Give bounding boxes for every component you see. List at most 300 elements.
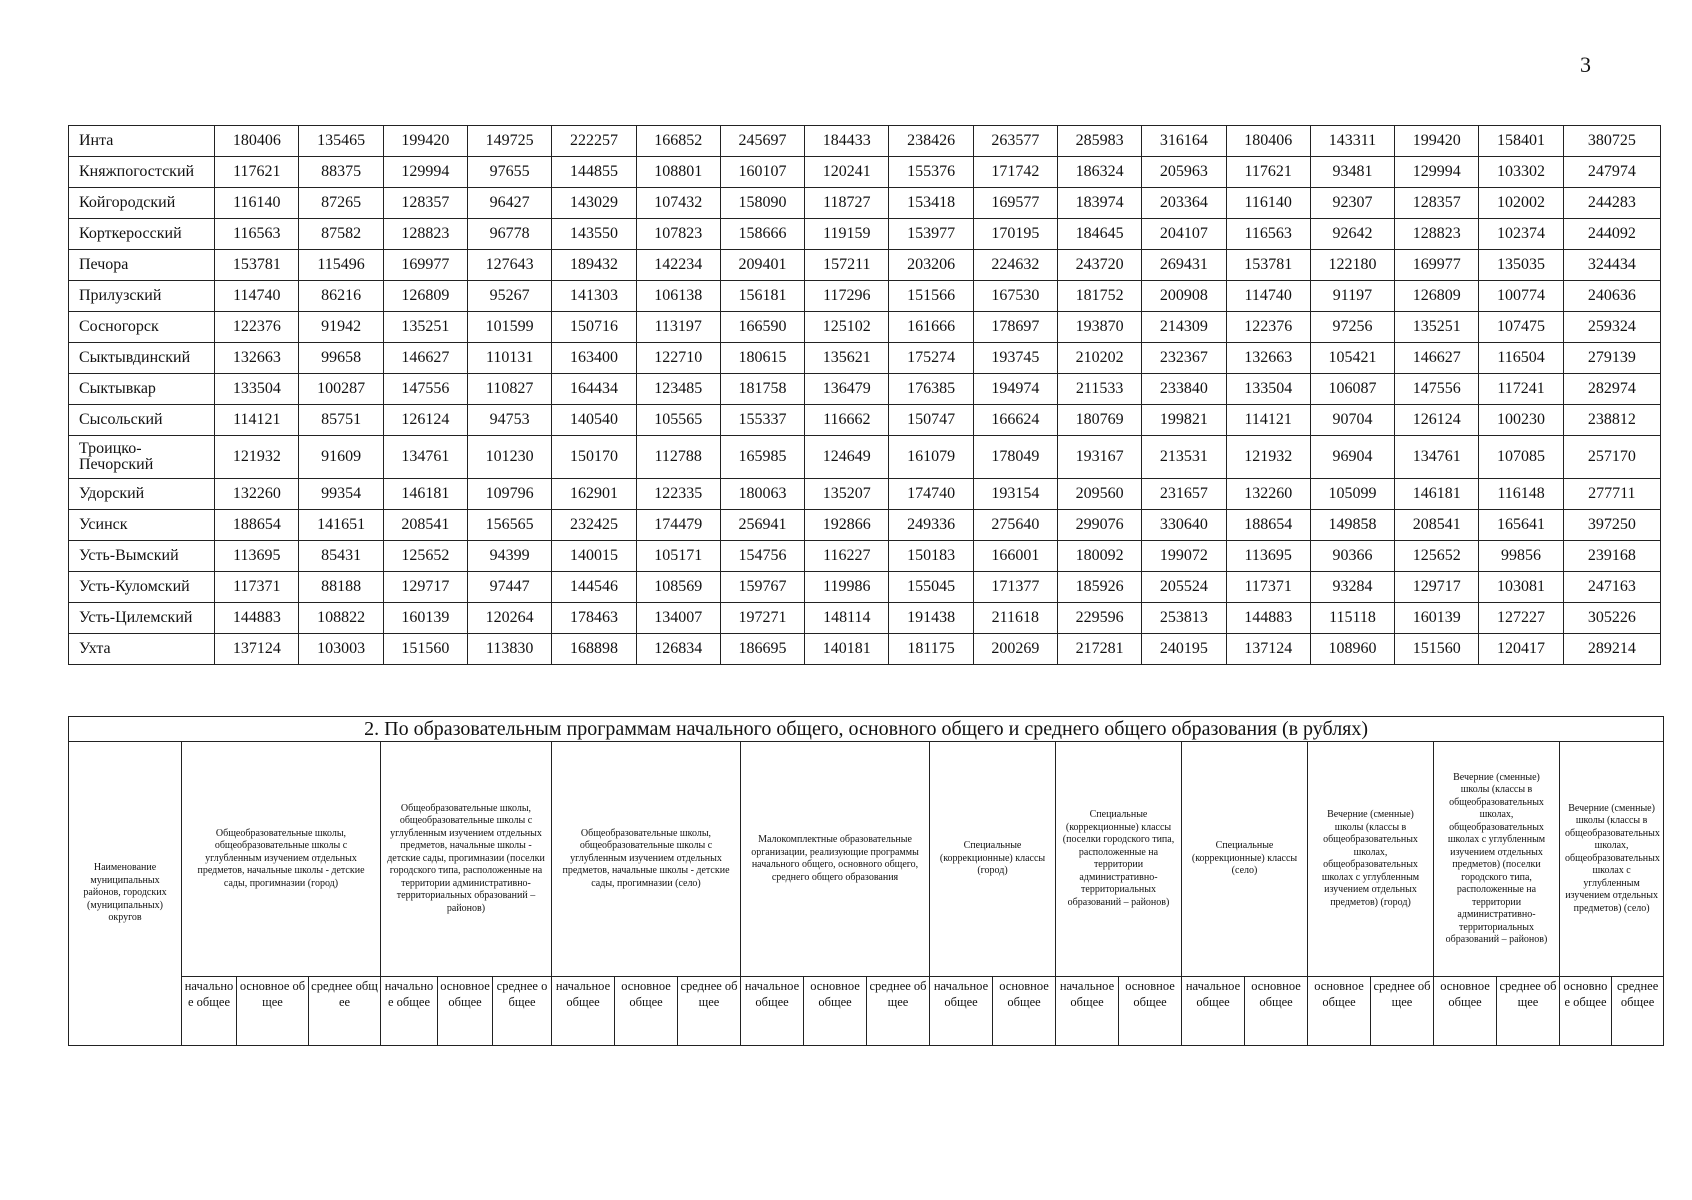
table-row: [69, 250, 1661, 281]
table-cell: 256941: [720, 510, 804, 541]
table-cell: 86216: [299, 281, 383, 312]
table-cell: 88188: [299, 572, 383, 603]
table-cell: 91609: [299, 436, 383, 479]
table-cell: 180406: [215, 126, 299, 157]
table-cell: 158401: [1479, 126, 1563, 157]
district-name: Удорский: [69, 479, 215, 510]
table-cell: 155376: [889, 157, 973, 188]
table-cell: 110827: [468, 374, 552, 405]
table-cell: 116140: [1226, 188, 1310, 219]
district-name: Прилузский: [69, 281, 215, 312]
table-row: [69, 541, 1661, 572]
table-cell: 144883: [1226, 603, 1310, 634]
table-cell: 143550: [552, 219, 636, 250]
table-cell: 299076: [1057, 510, 1141, 541]
column-group-header: Общеобразовательные школы, общеобразовательные школы с углубленным изучением отдельных предметов, начальные школы - детские сады, прогимназии (город): [182, 742, 381, 977]
table-cell: 119159: [805, 219, 889, 250]
table-cell: 106087: [1310, 374, 1394, 405]
table-cell: 245697: [720, 126, 804, 157]
table-row: [69, 188, 1661, 219]
table-cell: 117621: [215, 157, 299, 188]
table-cell: 180406: [1226, 126, 1310, 157]
district-name: Инта: [69, 126, 215, 157]
table-cell: 146181: [383, 479, 467, 510]
table-cell: 275640: [973, 510, 1057, 541]
table-cell: 140181: [805, 634, 889, 665]
table-cell: 197271: [720, 603, 804, 634]
table-cell: 116227: [805, 541, 889, 572]
table-cell: 178463: [552, 603, 636, 634]
table-cell: 253813: [1142, 603, 1226, 634]
table-cell: 129717: [383, 572, 467, 603]
table-cell: 150170: [552, 436, 636, 479]
column-group-header: Малокомплектные образовательные организации, реализующие программы начального общего, основного общего, среднего общего образования: [741, 742, 930, 977]
table-cell: 247163: [1563, 572, 1660, 603]
table-cell: 289214: [1563, 634, 1660, 665]
table-cell: 150747: [889, 405, 973, 436]
table-cell: 167530: [973, 281, 1057, 312]
table-cell: 153781: [1226, 250, 1310, 281]
table-cell: 117371: [215, 572, 299, 603]
table-cell: 181758: [720, 374, 804, 405]
column-subheader: начальное общее: [930, 977, 993, 1046]
table-cell: 132663: [215, 343, 299, 374]
table-cell: 158666: [720, 219, 804, 250]
table-cell: 85751: [299, 405, 383, 436]
table-cell: 155045: [889, 572, 973, 603]
table-cell: 108960: [1310, 634, 1394, 665]
table-cell: 169977: [1395, 250, 1479, 281]
column-subheader: основное общее: [804, 977, 867, 1046]
table-cell: 123485: [636, 374, 720, 405]
column-subheader: среднее общее: [309, 977, 381, 1046]
table-cell: 92307: [1310, 188, 1394, 219]
table-cell: 129994: [1395, 157, 1479, 188]
table-cell: 142234: [636, 250, 720, 281]
table-cell: 238426: [889, 126, 973, 157]
table-cell: 166852: [636, 126, 720, 157]
column-subheader: основное общее: [237, 977, 309, 1046]
table-cell: 144883: [215, 603, 299, 634]
table-cell: 279139: [1563, 343, 1660, 374]
table-row: [69, 634, 1661, 665]
table-cell: 125652: [1395, 541, 1479, 572]
district-name: Койгородский: [69, 188, 215, 219]
table-cell: 93481: [1310, 157, 1394, 188]
column-subheader: среднее общее: [493, 977, 552, 1046]
table-cell: 146627: [1395, 343, 1479, 374]
table-cell: 188654: [1226, 510, 1310, 541]
table-cell: 240195: [1142, 634, 1226, 665]
column-group-header: Общеобразовательные школы, общеобразовательные школы с углубленным изучением отдельных предметов, начальные школы - детские сады, прогимназии (поселки городского типа, расположенные на территории административно-территориальных образований – районов): [381, 742, 552, 977]
table-cell: 168898: [552, 634, 636, 665]
district-name: Усть-Куломский: [69, 572, 215, 603]
table-cell: 108569: [636, 572, 720, 603]
table-cell: 126809: [1395, 281, 1479, 312]
table-cell: 180063: [720, 479, 804, 510]
column-subheader: основное общее: [1434, 977, 1497, 1046]
table-cell: 85431: [299, 541, 383, 572]
table-cell: 209401: [720, 250, 804, 281]
table-cell: 164434: [552, 374, 636, 405]
table-cell: 97447: [468, 572, 552, 603]
table-cell: 189432: [552, 250, 636, 281]
table-cell: 116140: [215, 188, 299, 219]
table-cell: 93284: [1310, 572, 1394, 603]
table-cell: 135621: [805, 343, 889, 374]
table-cell: 170195: [973, 219, 1057, 250]
page-number: 3: [1580, 52, 1591, 77]
table-cell: 171742: [973, 157, 1057, 188]
table-cell: 282974: [1563, 374, 1660, 405]
table-cell: 184645: [1057, 219, 1141, 250]
table-row: [69, 510, 1661, 541]
table-cell: 156181: [720, 281, 804, 312]
table-cell: 135465: [299, 126, 383, 157]
column-subheader: среднее общее: [1497, 977, 1560, 1046]
table-cell: 116563: [215, 219, 299, 250]
table-cell: 125652: [383, 541, 467, 572]
table-cell: 134007: [636, 603, 720, 634]
table-cell: 240636: [1563, 281, 1660, 312]
table-cell: 88375: [299, 157, 383, 188]
table-cell: 103302: [1479, 157, 1563, 188]
table-cell: 165641: [1479, 510, 1563, 541]
column-subheader: начальное общее: [1182, 977, 1245, 1046]
table-row: [69, 436, 1661, 479]
table-cell: 247974: [1563, 157, 1660, 188]
table-cell: 133504: [1226, 374, 1310, 405]
table-cell: 209560: [1057, 479, 1141, 510]
table-cell: 120264: [468, 603, 552, 634]
table-cell: 99354: [299, 479, 383, 510]
table-cell: 243720: [1057, 250, 1141, 281]
table-cell: 122376: [215, 312, 299, 343]
table-cell: 188654: [215, 510, 299, 541]
table-cell: 161079: [889, 436, 973, 479]
table-cell: 151566: [889, 281, 973, 312]
table-cell: 107475: [1479, 312, 1563, 343]
table-cell: 141303: [552, 281, 636, 312]
table-cell: 97655: [468, 157, 552, 188]
column-group-header: Вечерние (сменные) школы (классы в общеобразовательных школах, общеобразовательных школах с углубленным изучением отдельных предметов) (село): [1560, 742, 1664, 977]
table-row: [69, 219, 1661, 250]
table-cell: 183974: [1057, 188, 1141, 219]
table-cell: 101230: [468, 436, 552, 479]
table-cell: 105421: [1310, 343, 1394, 374]
table-cell: 200908: [1142, 281, 1226, 312]
table-cell: 114121: [215, 405, 299, 436]
table-cell: 124649: [805, 436, 889, 479]
cost-table: [68, 125, 1661, 665]
table-row: [69, 405, 1661, 436]
column-subheader: начальное общее: [381, 977, 438, 1046]
table-cell: 397250: [1563, 510, 1660, 541]
table-cell: 232425: [552, 510, 636, 541]
table-cell: 143311: [1310, 126, 1394, 157]
table-cell: 203364: [1142, 188, 1226, 219]
table-cell: 132260: [215, 479, 299, 510]
table-cell: 222257: [552, 126, 636, 157]
table-cell: 101599: [468, 312, 552, 343]
table-cell: 244283: [1563, 188, 1660, 219]
table-cell: 125102: [805, 312, 889, 343]
table-cell: 114740: [1226, 281, 1310, 312]
table-row: [69, 479, 1661, 510]
table-cell: 144855: [552, 157, 636, 188]
table-cell: 169577: [973, 188, 1057, 219]
table-cell: 135035: [1479, 250, 1563, 281]
table-cell: 91942: [299, 312, 383, 343]
table-cell: 162901: [552, 479, 636, 510]
table-cell: 146627: [383, 343, 467, 374]
table-cell: 113695: [215, 541, 299, 572]
column-subheader: среднее общее: [867, 977, 930, 1046]
table-cell: 117371: [1226, 572, 1310, 603]
table-cell: 208541: [383, 510, 467, 541]
table-cell: 204107: [1142, 219, 1226, 250]
table-row: [69, 572, 1661, 603]
table-cell: 116662: [805, 405, 889, 436]
table-cell: 149725: [468, 126, 552, 157]
table-cell: 103081: [1479, 572, 1563, 603]
table-cell: 136479: [805, 374, 889, 405]
table-cell: 105099: [1310, 479, 1394, 510]
table-cell: 178049: [973, 436, 1057, 479]
table-cell: 330640: [1142, 510, 1226, 541]
table-cell: 105565: [636, 405, 720, 436]
table-cell: 90704: [1310, 405, 1394, 436]
table-cell: 117241: [1479, 374, 1563, 405]
table-cell: 214309: [1142, 312, 1226, 343]
table-cell: 99856: [1479, 541, 1563, 572]
column-subheader: основное общее: [993, 977, 1056, 1046]
table-cell: 97256: [1310, 312, 1394, 343]
column-subheader: основное общее: [615, 977, 678, 1046]
table-cell: 316164: [1142, 126, 1226, 157]
table-row: [69, 374, 1661, 405]
table-cell: 102002: [1479, 188, 1563, 219]
table-cell: 153418: [889, 188, 973, 219]
table-cell: 163400: [552, 343, 636, 374]
table-row: [69, 603, 1661, 634]
table-cell: 165985: [720, 436, 804, 479]
table-cell: 213531: [1142, 436, 1226, 479]
table-cell: 99658: [299, 343, 383, 374]
table-cell: 126809: [383, 281, 467, 312]
table-cell: 91197: [1310, 281, 1394, 312]
table-cell: 107432: [636, 188, 720, 219]
column-subheader: основное общее: [438, 977, 493, 1046]
table-cell: 114740: [215, 281, 299, 312]
table-cell: 87265: [299, 188, 383, 219]
table-cell: 110131: [468, 343, 552, 374]
column-group-header: Специальные (коррекционные) классы (село): [1182, 742, 1308, 977]
district-name: Усинск: [69, 510, 215, 541]
table-cell: 199420: [1395, 126, 1479, 157]
table-cell: 96427: [468, 188, 552, 219]
table-cell: 106138: [636, 281, 720, 312]
table-cell: 147556: [1395, 374, 1479, 405]
column-subheader: среднее общее: [1612, 977, 1664, 1046]
column-subheader: основное общее: [1119, 977, 1182, 1046]
table-cell: 305226: [1563, 603, 1660, 634]
table-cell: 157211: [805, 250, 889, 281]
column-group-header: Специальные (коррекционные) классы (поселки городского типа, расположенные на территории административно-территориальных образований – районов): [1056, 742, 1182, 977]
table-cell: 160107: [720, 157, 804, 188]
table-cell: 113197: [636, 312, 720, 343]
table-cell: 166624: [973, 405, 1057, 436]
table-cell: 121932: [215, 436, 299, 479]
table-cell: 263577: [973, 126, 1057, 157]
table-cell: 150183: [889, 541, 973, 572]
district-name: Княжпогостский: [69, 157, 215, 188]
table-cell: 233840: [1142, 374, 1226, 405]
table-cell: 144546: [552, 572, 636, 603]
district-name: Корткеросский: [69, 219, 215, 250]
table-cell: 120241: [805, 157, 889, 188]
table-cell: 193167: [1057, 436, 1141, 479]
table-cell: 192866: [805, 510, 889, 541]
table-cell: 143029: [552, 188, 636, 219]
table-cell: 100230: [1479, 405, 1563, 436]
table-cell: 146181: [1395, 479, 1479, 510]
table-cell: 161666: [889, 312, 973, 343]
table-cell: 119986: [805, 572, 889, 603]
table-cell: 160139: [1395, 603, 1479, 634]
table-cell: 113695: [1226, 541, 1310, 572]
table-cell: 116563: [1226, 219, 1310, 250]
table-cell: 175274: [889, 343, 973, 374]
table-cell: 186324: [1057, 157, 1141, 188]
table-cell: 150716: [552, 312, 636, 343]
table-cell: 166001: [973, 541, 1057, 572]
table-cell: 208541: [1395, 510, 1479, 541]
table-cell: 149858: [1310, 510, 1394, 541]
column-group-header: Вечерние (сменные) школы (классы в общеобразовательных школах, общеобразовательных школах с углубленным изучением отдельных предметов) (поселки городского типа, расположенные на территории административно-территориальных образований – районов): [1434, 742, 1560, 977]
table-cell: 105171: [636, 541, 720, 572]
table-cell: 239168: [1563, 541, 1660, 572]
table-cell: 117296: [805, 281, 889, 312]
table-cell: 128823: [383, 219, 467, 250]
table-cell: 137124: [215, 634, 299, 665]
column-group-header: Специальные (коррекционные) классы (город): [930, 742, 1056, 977]
table-cell: 203206: [889, 250, 973, 281]
table-row: [69, 157, 1661, 188]
table-cell: 147556: [383, 374, 467, 405]
table-cell: 100287: [299, 374, 383, 405]
table-cell: 193870: [1057, 312, 1141, 343]
table-cell: 200269: [973, 634, 1057, 665]
table-cell: 171377: [973, 572, 1057, 603]
column-group-header: Вечерние (сменные) школы (классы в общеобразовательных школах, общеобразовательных школах с углубленным изучением отдельных предметов) (город): [1308, 742, 1434, 977]
table-cell: 95267: [468, 281, 552, 312]
table-cell: 108822: [299, 603, 383, 634]
table-cell: 156565: [468, 510, 552, 541]
table-cell: 140540: [552, 405, 636, 436]
table-cell: 116148: [1479, 479, 1563, 510]
table-cell: 122180: [1310, 250, 1394, 281]
table-row: [69, 281, 1661, 312]
table-cell: 159767: [720, 572, 804, 603]
column-subheader: начальное общее: [182, 977, 237, 1046]
table-cell: 151560: [1395, 634, 1479, 665]
district-name: Ухта: [69, 634, 215, 665]
table-cell: 185926: [1057, 572, 1141, 603]
table-cell: 158090: [720, 188, 804, 219]
table-cell: 176385: [889, 374, 973, 405]
table-cell: 113830: [468, 634, 552, 665]
table-cell: 122335: [636, 479, 720, 510]
table-cell: 285983: [1057, 126, 1141, 157]
table-cell: 135251: [383, 312, 467, 343]
district-name: Усть-Вымский: [69, 541, 215, 572]
table-cell: 90366: [1310, 541, 1394, 572]
column-group-header: Общеобразовательные школы, общеобразовательные школы с углубленным изучением отдельных предметов, начальные школы - детские сады, прогимназии (село): [552, 742, 741, 977]
table-cell: 103003: [299, 634, 383, 665]
programs-header-table: [68, 716, 1664, 1046]
table-cell: 180092: [1057, 541, 1141, 572]
table-cell: 127643: [468, 250, 552, 281]
district-name: Сосногорск: [69, 312, 215, 343]
table-cell: 380725: [1563, 126, 1660, 157]
table-cell: 129994: [383, 157, 467, 188]
table-cell: 180615: [720, 343, 804, 374]
table-cell: 140015: [552, 541, 636, 572]
table-cell: 115118: [1310, 603, 1394, 634]
table-cell: 117621: [1226, 157, 1310, 188]
table-cell: 277711: [1563, 479, 1660, 510]
table-cell: 126124: [1395, 405, 1479, 436]
table-cell: 232367: [1142, 343, 1226, 374]
column-subheader: среднее общее: [678, 977, 741, 1046]
table-cell: 193154: [973, 479, 1057, 510]
table-cell: 107823: [636, 219, 720, 250]
table-cell: 92642: [1310, 219, 1394, 250]
table-cell: 151560: [383, 634, 467, 665]
table-cell: 102374: [1479, 219, 1563, 250]
table-cell: 193745: [973, 343, 1057, 374]
table-cell: 137124: [1226, 634, 1310, 665]
table-cell: 135207: [805, 479, 889, 510]
table-row: [69, 312, 1661, 343]
table-cell: 127227: [1479, 603, 1563, 634]
table-cell: 181752: [1057, 281, 1141, 312]
district-name: Сыктывдинский: [69, 343, 215, 374]
table-cell: 100774: [1479, 281, 1563, 312]
row-header: Наименование муниципальных районов, городских (муниципальных) округов: [69, 742, 182, 1046]
table-cell: 129717: [1395, 572, 1479, 603]
table-cell: 181175: [889, 634, 973, 665]
table-cell: 244092: [1563, 219, 1660, 250]
district-name: Печора: [69, 250, 215, 281]
table-cell: 107085: [1479, 436, 1563, 479]
table-cell: 199072: [1142, 541, 1226, 572]
table-cell: 153781: [215, 250, 299, 281]
table-cell: 199821: [1142, 405, 1226, 436]
table-cell: 174479: [636, 510, 720, 541]
table-cell: 132663: [1226, 343, 1310, 374]
table-cell: 115496: [299, 250, 383, 281]
table-cell: 238812: [1563, 405, 1660, 436]
table-cell: 217281: [1057, 634, 1141, 665]
table-cell: 154756: [720, 541, 804, 572]
table-cell: 128357: [1395, 188, 1479, 219]
table-cell: 229596: [1057, 603, 1141, 634]
table-cell: 148114: [805, 603, 889, 634]
table-cell: 121932: [1226, 436, 1310, 479]
table-cell: 96904: [1310, 436, 1394, 479]
